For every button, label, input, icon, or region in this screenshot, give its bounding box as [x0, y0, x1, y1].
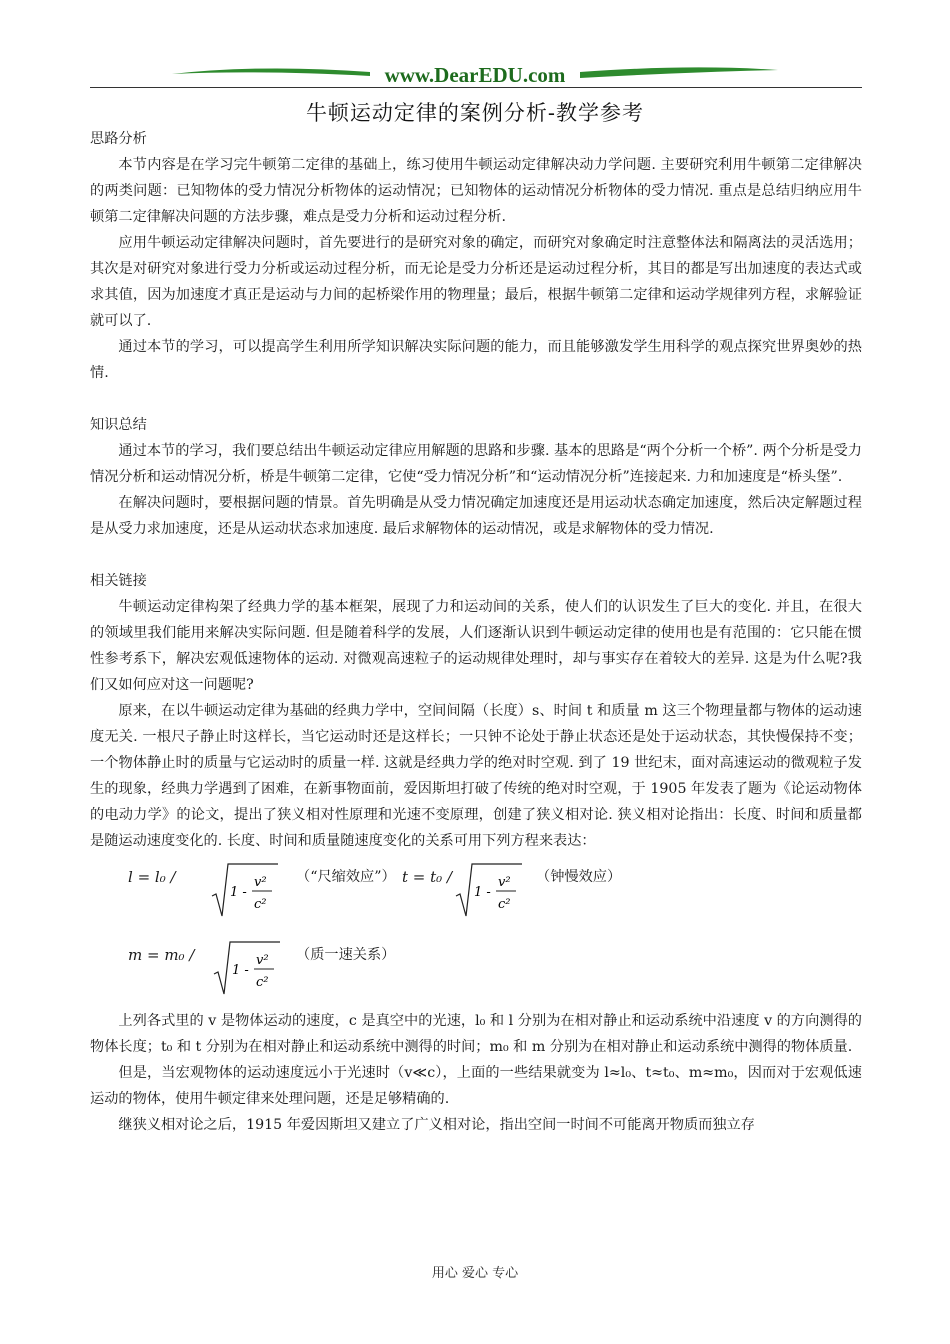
paragraph: 原来，在以牛顿运动定律为基础的经典力学中，空间间隔（长度）s、时间 t 和质量 m 这三个物理量都与物体的运动速度无关. 一根尺子静止时这样长，当它运动时还是这样长；一只钟不论处于静止状态还是处于运动状态，其快慢保持不变；一个物体静止时的质量与它运动时的质量一样. 这就是经典力学的绝对时空观. 到了 19 世纪末，面对高速运动的微观粒子发生的现象，经典力学遇到了困难，在新事物面前，爱因斯坦打破了传统的绝对时空观，于 1905 年发表了题为《论运动物体的电动力学》的论文，提出了狭义相对性原理和光速不变原理，创建了狭义相对论. 狭义相对论指出：长度、时间和质量都是随运动速度变化的. 长度、时间和质量随速度变化的关系可用下列方程来表达：	[90, 703, 862, 849]
formula-note: （“尺缩效应”）	[296, 869, 396, 885]
document-title: 牛顿运动定律的案例分析-教学参考	[305, 101, 645, 125]
one-minus: 1 -	[230, 885, 247, 900]
page-footer: 用心 爱心 专心	[431, 1266, 519, 1281]
document-body	[90, 126, 862, 1138]
formula-lhs: m = m₀ /	[128, 946, 195, 964]
sqrt-fraction	[210, 860, 280, 920]
formula-lhs: l = l₀ /	[128, 868, 176, 886]
paragraph: 通过本节的学习，我们要总结出牛顿运动定律应用解题的思路和步骤. 基本的思路是“两个分析一个桥”. 两个分析是受力情况分析和运动情况分析，桥是牛顿第二定律，它使“受力情况分析”和“运动情况分析”连接起来. 力和加速度是“桥头堡”.	[90, 443, 862, 485]
numerator: v²	[498, 875, 511, 890]
banner-swoosh-right	[580, 67, 778, 78]
site-logo-text: www.DearEDU.com	[384, 63, 566, 87]
section-heading-相关链接: 相关链接	[90, 573, 147, 589]
sqrt-fraction	[212, 938, 282, 998]
numerator: v²	[254, 875, 267, 890]
paragraph: 上列各式里的 v 是物体运动的速度，c 是真空中的光速，l₀ 和 l 分别为在相对静止和运动系统中沿速度 v 的方向测得的物体长度；t₀ 和 t 分别为在相对静止和运动系统中测得的时间；m₀ 和 m 分别为在相对静止和运动系统中测得的物体质量.	[90, 1013, 862, 1055]
formula-row	[90, 938, 862, 1008]
denominator: c²	[254, 897, 267, 912]
formula-row	[90, 860, 862, 930]
paragraph: 在解决问题时，要根据问题的情景。首先明确是从受力情况确定加速度还是用运动状态确定加速度，然后决定解题过程是从受力求加速度，还是从运动状态求加速度. 最后求解物体的运动情况，或是求解物体的受力情况.	[90, 495, 862, 537]
section-heading-思路分析: 思路分析	[90, 131, 147, 147]
sqrt-fraction	[454, 860, 524, 920]
one-minus: 1 -	[232, 963, 249, 978]
paragraph: 继狭义相对论之后，1915 年爱因斯坦又建立了广义相对论，指出空间一时间不可能离开物质而独立存	[118, 1117, 755, 1133]
paragraph: 通过本节的学习，可以提高学生利用所学知识解决实际问题的能力，而且能够激发学生用科学的观点探究世界奥妙的热情.	[90, 339, 862, 381]
formula-note: （质一速关系）	[296, 947, 396, 963]
paragraph: 本节内容是在学习完牛顿第二定律的基础上，练习使用牛顿运动定律解决动力学问题. 主要研究利用牛顿第二定律解决的两类问题：已知物体的受力情况分析物体的运动情况；已知物体的运动情况分析物体的受力情况. 重点是总结归纳应用牛顿第二定律解决问题的方法步骤，难点是受力分析和运动过程分析.	[90, 157, 862, 225]
formula-note: （钟慢效应）	[536, 869, 622, 885]
numerator: v²	[256, 953, 269, 968]
denominator: c²	[498, 897, 511, 912]
one-minus: 1 -	[474, 885, 491, 900]
formula-lhs: t = t₀ /	[402, 868, 452, 886]
header-rule	[90, 87, 862, 88]
site-header-banner	[170, 62, 780, 88]
section-heading-知识总结: 知识总结	[90, 417, 147, 433]
banner-swoosh-left	[172, 68, 370, 76]
formula-length-contraction	[128, 860, 408, 922]
denominator: c²	[256, 975, 269, 990]
paragraph: 应用牛顿运动定律解决问题时，首先要进行的是研究对象的确定，而研究对象确定时注意整体法和隔离法的灵活选用；其次是对研究对象进行受力分析或运动过程分析，而无论是受力分析还是运动过程分析，其目的都是写出加速度的表达式或求其值，因为加速度才真正是运动与力间的起桥梁作用的物理量；最后，根据牛顿第二定律和运动学规律列方程，求解验证就可以了.	[90, 235, 862, 329]
paragraph: 但是，当宏观物体的运动速度远小于光速时（v≪c），上面的一些结果就变为 l≈l₀、t≈t₀、m≈m₀，因而对于宏观低速运动的物体，使用牛顿定律来处理问题，还是足够精确的.	[90, 1065, 862, 1107]
formula-time-dilation	[402, 860, 702, 922]
paragraph: 牛顿运动定律构架了经典力学的基本框架，展现了力和运动间的关系，使人们的认识发生了巨大的变化. 并且，在很大的领域里我们能用来解决实际问题. 但是随着科学的发展，人们逐渐认识到牛顿运动定律的使用也是有范围的：它只能在惯性参考系下，解决宏观低速物体的运动. 对微观高速粒子的运动规律处理时，却与事实存在着较大的差异. 这是为什么呢?我们又如何应对这一问题呢?	[90, 599, 862, 693]
formula-mass-velocity	[128, 938, 448, 1000]
